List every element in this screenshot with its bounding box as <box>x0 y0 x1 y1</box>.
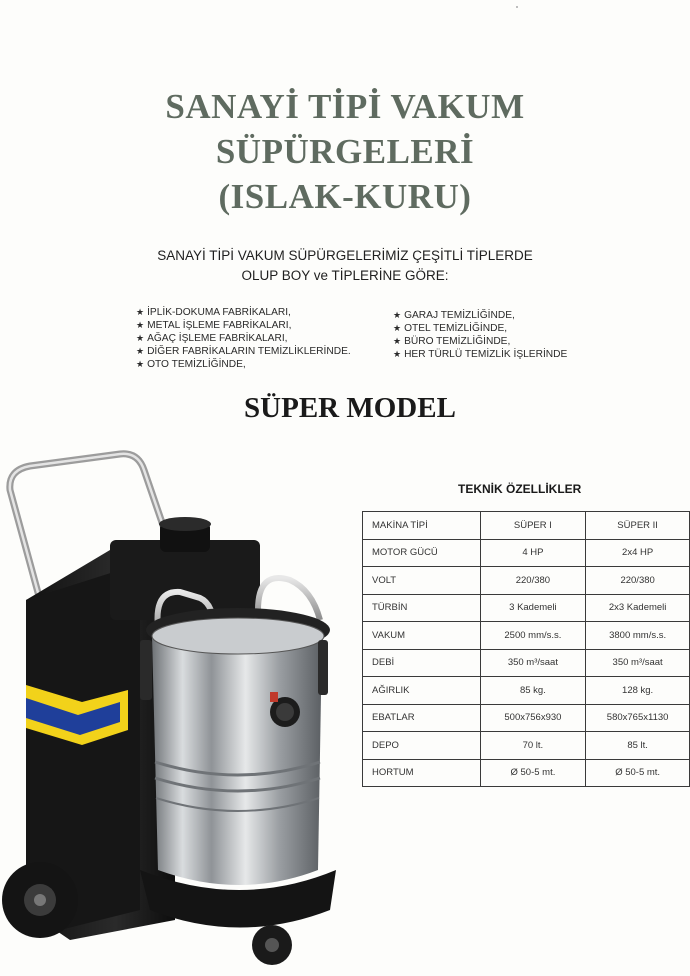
table-cell: 220/380 <box>586 567 690 595</box>
table-cell: SÜPER II <box>586 512 690 540</box>
usage-list-right <box>393 309 567 361</box>
list-item: ★ OTO TEMİZLİĞİNDE, <box>136 359 246 370</box>
table-cell: TÜRBİN <box>363 594 481 622</box>
list-item: ★ DİĞER FABRİKALARIN TEMİZLİKLERİNDE. <box>136 346 351 357</box>
table-cell: MAKİNA TİPİ <box>363 512 481 540</box>
table-cell: 350 m³/saat <box>480 649 586 677</box>
star-icon: ★ <box>393 323 402 333</box>
table-cell: DEBİ <box>363 649 481 677</box>
table-row <box>363 622 690 650</box>
intro-line-1: SANAYİ TİPİ VAKUM SÜPÜRGELERİMİZ ÇEŞİTLİ TİPLERDE <box>157 248 533 263</box>
table-cell: Ø 50-5 mt. <box>480 759 586 787</box>
star-icon: ★ <box>136 346 145 356</box>
table-cell: VAKUM <box>363 622 481 650</box>
table-cell: 70 lt. <box>480 732 586 760</box>
table-row <box>363 567 690 595</box>
table-cell: 580x765x1130 <box>586 704 690 732</box>
star-icon: ★ <box>393 349 402 359</box>
intro-text <box>0 246 690 286</box>
title-line-3: (ISLAK-KURU) <box>218 177 472 216</box>
star-icon: ★ <box>136 359 145 369</box>
table-row <box>363 759 690 787</box>
list-item: ★ METAL İŞLEME FABRİKALARI, <box>136 320 292 331</box>
list-item: ★ OTEL TEMİZLİĞİNDE, <box>393 323 508 334</box>
table-cell: HORTUM <box>363 759 481 787</box>
title-line-2: SÜPÜRGELERİ <box>215 132 475 171</box>
list-item: ★ GARAJ TEMİZLİĞİNDE, <box>393 310 515 321</box>
table-row <box>363 677 690 705</box>
list-item: ★ AĞAÇ İŞLEME FABRİKALARI, <box>136 333 288 344</box>
table-row <box>363 732 690 760</box>
list-item: ★ BÜRO TEMİZLİĞİNDE, <box>393 336 511 347</box>
star-icon: ★ <box>136 320 145 330</box>
page-title <box>0 84 690 219</box>
table-cell: EBATLAR <box>363 704 481 732</box>
star-icon: ★ <box>393 336 402 346</box>
table-cell: Ø 50-5 mt. <box>586 759 690 787</box>
spec-heading: TEKNİK ÖZELLİKLER <box>458 482 582 496</box>
spec-table <box>362 511 690 787</box>
table-row <box>363 594 690 622</box>
star-icon: ★ <box>136 333 145 343</box>
title-line-1: SANAYİ TİPİ VAKUM <box>165 87 525 126</box>
table-cell: 85 lt. <box>586 732 690 760</box>
table-cell: 2500 mm/s.s. <box>480 622 586 650</box>
star-icon: ★ <box>136 307 145 317</box>
model-title: SÜPER MODEL <box>244 392 456 424</box>
table-cell: 350 m³/saat <box>586 649 690 677</box>
table-cell: DEPO <box>363 732 481 760</box>
table-cell: SÜPER I <box>480 512 586 540</box>
product-vacuum-image <box>0 440 345 976</box>
table-cell: 220/380 <box>480 567 586 595</box>
list-item: ★ İPLİK-DOKUMA FABRİKALARI, <box>136 307 291 318</box>
table-cell: 500x756x930 <box>480 704 586 732</box>
table-cell: AĞIRLIK <box>363 677 481 705</box>
usage-list-left <box>136 306 351 371</box>
table-cell: 85 kg. <box>480 677 586 705</box>
table-header-row <box>363 512 690 540</box>
table-cell: 2x3 Kademeli <box>586 594 690 622</box>
table-cell: 128 kg. <box>586 677 690 705</box>
table-row <box>363 539 690 567</box>
table-cell: 4 HP <box>480 539 586 567</box>
list-item: ★ HER TÜRLÜ TEMİZLİK İŞLERİNDE <box>393 349 568 360</box>
intro-line-2: OLUP BOY ve TİPLERİNE GÖRE: <box>241 268 449 283</box>
speck <box>516 6 518 8</box>
table-cell: 2x4 HP <box>586 539 690 567</box>
table-cell: 3 Kademeli <box>480 594 586 622</box>
table-row <box>363 649 690 677</box>
table-cell: VOLT <box>363 567 481 595</box>
table-cell: 3800 mm/s.s. <box>586 622 690 650</box>
table-row <box>363 704 690 732</box>
star-icon: ★ <box>393 310 402 320</box>
table-cell: MOTOR GÜCÜ <box>363 539 481 567</box>
